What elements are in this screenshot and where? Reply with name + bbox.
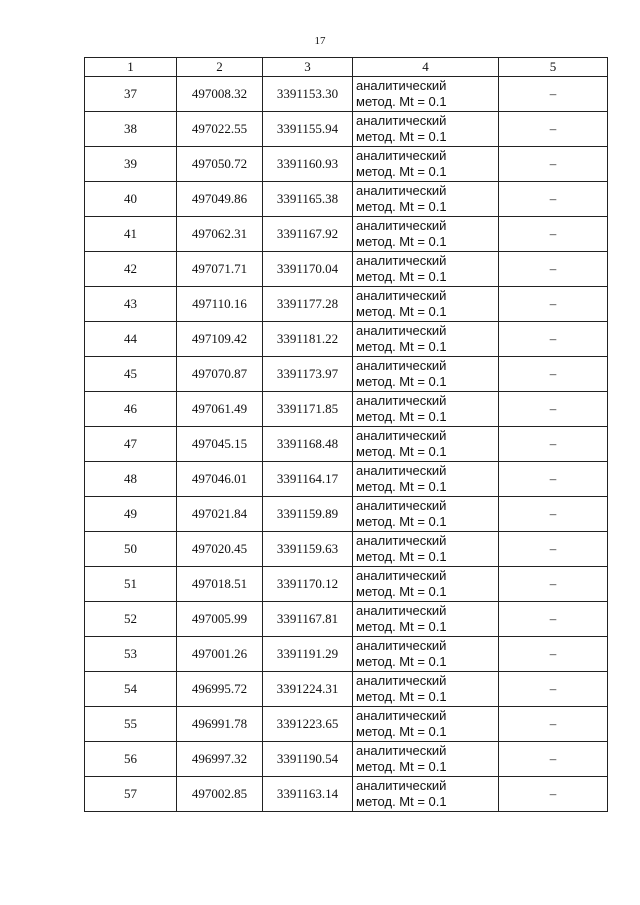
y-coordinate-cell: 3391167.92: [263, 217, 353, 252]
note-cell: –: [499, 77, 608, 112]
note-cell: –: [499, 217, 608, 252]
header-row: [85, 58, 608, 77]
table-row: [85, 497, 608, 532]
method-accuracy: метод. Mt = 0.1: [356, 584, 447, 599]
method-cell: [353, 637, 499, 672]
method-name: аналитический: [356, 743, 447, 758]
table-row: [85, 217, 608, 252]
method-accuracy: метод. Mt = 0.1: [356, 444, 447, 459]
note-cell: –: [499, 182, 608, 217]
method-accuracy: метод. Mt = 0.1: [356, 234, 447, 249]
table-row: [85, 77, 608, 112]
table-row: [85, 322, 608, 357]
x-coordinate-cell: 497022.55: [177, 112, 263, 147]
method-name: аналитический: [356, 288, 447, 303]
table-body: [85, 77, 608, 812]
y-coordinate-cell: 3391168.48: [263, 427, 353, 462]
method-accuracy: метод. Mt = 0.1: [356, 689, 447, 704]
y-coordinate-cell: 3391170.04: [263, 252, 353, 287]
note-cell: –: [499, 567, 608, 602]
x-coordinate-cell: 497070.87: [177, 357, 263, 392]
method-cell: [353, 392, 499, 427]
method-accuracy: метод. Mt = 0.1: [356, 549, 447, 564]
note-cell: –: [499, 532, 608, 567]
method-accuracy: метод. Mt = 0.1: [356, 794, 447, 809]
method-accuracy: метод. Mt = 0.1: [356, 129, 447, 144]
method-cell: [353, 777, 499, 812]
method-name: аналитический: [356, 78, 447, 93]
method-accuracy: метод. Mt = 0.1: [356, 479, 447, 494]
method-cell: [353, 77, 499, 112]
point-number-cell: 44: [85, 322, 177, 357]
table-row: [85, 742, 608, 777]
note-cell: –: [499, 287, 608, 322]
table-row: [85, 252, 608, 287]
method-accuracy: метод. Mt = 0.1: [356, 654, 447, 669]
method-name: аналитический: [356, 568, 447, 583]
table-row: [85, 777, 608, 812]
method-name: аналитический: [356, 498, 447, 513]
method-accuracy: метод. Mt = 0.1: [356, 164, 447, 179]
x-coordinate-cell: 497005.99: [177, 602, 263, 637]
table-row: [85, 567, 608, 602]
note-cell: –: [499, 112, 608, 147]
method-name: аналитический: [356, 638, 447, 653]
method-name: аналитический: [356, 323, 447, 338]
method-accuracy: метод. Mt = 0.1: [356, 374, 447, 389]
table-row: [85, 112, 608, 147]
point-number-cell: 38: [85, 112, 177, 147]
table-row: [85, 427, 608, 462]
note-cell: –: [499, 427, 608, 462]
method-cell: [353, 182, 499, 217]
method-accuracy: метод. Mt = 0.1: [356, 269, 447, 284]
table-row: [85, 672, 608, 707]
note-cell: –: [499, 637, 608, 672]
table-row: [85, 462, 608, 497]
method-cell: [353, 217, 499, 252]
x-coordinate-cell: 497062.31: [177, 217, 263, 252]
note-cell: –: [499, 672, 608, 707]
method-name: аналитический: [356, 113, 447, 128]
point-number-cell: 56: [85, 742, 177, 777]
x-coordinate-cell: 497001.26: [177, 637, 263, 672]
method-accuracy: метод. Mt = 0.1: [356, 304, 447, 319]
table-row: [85, 357, 608, 392]
y-coordinate-cell: 3391159.63: [263, 532, 353, 567]
method-cell: [353, 672, 499, 707]
table-row: [85, 182, 608, 217]
method-cell: [353, 287, 499, 322]
note-cell: –: [499, 322, 608, 357]
note-cell: –: [499, 392, 608, 427]
method-cell: [353, 427, 499, 462]
method-name: аналитический: [356, 673, 447, 688]
method-cell: [353, 742, 499, 777]
note-cell: –: [499, 357, 608, 392]
method-cell: [353, 602, 499, 637]
x-coordinate-cell: 497109.42: [177, 322, 263, 357]
method-accuracy: метод. Mt = 0.1: [356, 724, 447, 739]
point-number-cell: 50: [85, 532, 177, 567]
y-coordinate-cell: 3391155.94: [263, 112, 353, 147]
y-coordinate-cell: 3391224.31: [263, 672, 353, 707]
x-coordinate-cell: 497061.49: [177, 392, 263, 427]
method-name: аналитический: [356, 358, 447, 373]
method-name: аналитический: [356, 778, 447, 793]
method-accuracy: метод. Mt = 0.1: [356, 619, 447, 634]
x-coordinate-cell: 497071.71: [177, 252, 263, 287]
method-name: аналитический: [356, 603, 447, 618]
x-coordinate-cell: 497020.45: [177, 532, 263, 567]
table-row: [85, 147, 608, 182]
x-coordinate-cell: 497050.72: [177, 147, 263, 182]
x-coordinate-cell: 496997.32: [177, 742, 263, 777]
x-coordinate-cell: 496991.78: [177, 707, 263, 742]
point-number-cell: 40: [85, 182, 177, 217]
method-accuracy: метод. Mt = 0.1: [356, 94, 447, 109]
page-number: 17: [314, 35, 326, 47]
table-row: [85, 532, 608, 567]
point-number-cell: 42: [85, 252, 177, 287]
point-number-cell: 57: [85, 777, 177, 812]
table-row: [85, 287, 608, 322]
x-coordinate-cell: 497021.84: [177, 497, 263, 532]
method-name: аналитический: [356, 428, 447, 443]
x-coordinate-cell: 497018.51: [177, 567, 263, 602]
note-cell: –: [499, 497, 608, 532]
x-coordinate-cell: 496995.72: [177, 672, 263, 707]
method-cell: [353, 322, 499, 357]
x-coordinate-cell: 497002.85: [177, 777, 263, 812]
point-number-cell: 51: [85, 567, 177, 602]
table-row: [85, 637, 608, 672]
note-cell: –: [499, 462, 608, 497]
method-name: аналитический: [356, 393, 447, 408]
y-coordinate-cell: 3391170.12: [263, 567, 353, 602]
point-number-cell: 54: [85, 672, 177, 707]
method-accuracy: метод. Mt = 0.1: [356, 759, 447, 774]
point-number-cell: 53: [85, 637, 177, 672]
y-coordinate-cell: 3391191.29: [263, 637, 353, 672]
x-coordinate-cell: 497008.32: [177, 77, 263, 112]
method-cell: [353, 532, 499, 567]
column-header-2: 2: [177, 58, 263, 77]
point-number-cell: 45: [85, 357, 177, 392]
x-coordinate-cell: 497046.01: [177, 462, 263, 497]
y-coordinate-cell: 3391153.30: [263, 77, 353, 112]
column-header-3: 3: [263, 58, 353, 77]
y-coordinate-cell: 3391171.85: [263, 392, 353, 427]
y-coordinate-cell: 3391167.81: [263, 602, 353, 637]
note-cell: –: [499, 707, 608, 742]
coordinates-table: [84, 57, 608, 812]
y-coordinate-cell: 3391159.89: [263, 497, 353, 532]
y-coordinate-cell: 3391164.17: [263, 462, 353, 497]
y-coordinate-cell: 3391181.22: [263, 322, 353, 357]
y-coordinate-cell: 3391223.65: [263, 707, 353, 742]
method-name: аналитический: [356, 708, 447, 723]
point-number-cell: 48: [85, 462, 177, 497]
x-coordinate-cell: 497110.16: [177, 287, 263, 322]
y-coordinate-cell: 3391173.97: [263, 357, 353, 392]
method-cell: [353, 252, 499, 287]
note-cell: –: [499, 602, 608, 637]
point-number-cell: 49: [85, 497, 177, 532]
point-number-cell: 39: [85, 147, 177, 182]
point-number-cell: 55: [85, 707, 177, 742]
table-row: [85, 602, 608, 637]
method-cell: [353, 462, 499, 497]
point-number-cell: 43: [85, 287, 177, 322]
method-accuracy: метод. Mt = 0.1: [356, 409, 447, 424]
table-row: [85, 707, 608, 742]
column-header-4: 4: [353, 58, 499, 77]
method-name: аналитический: [356, 533, 447, 548]
x-coordinate-cell: 497049.86: [177, 182, 263, 217]
method-cell: [353, 707, 499, 742]
method-cell: [353, 357, 499, 392]
method-cell: [353, 497, 499, 532]
point-number-cell: 41: [85, 217, 177, 252]
method-accuracy: метод. Mt = 0.1: [356, 199, 447, 214]
x-coordinate-cell: 497045.15: [177, 427, 263, 462]
table-header: [85, 58, 608, 77]
method-cell: [353, 112, 499, 147]
point-number-cell: 52: [85, 602, 177, 637]
y-coordinate-cell: 3391177.28: [263, 287, 353, 322]
note-cell: –: [499, 742, 608, 777]
note-cell: –: [499, 252, 608, 287]
method-accuracy: метод. Mt = 0.1: [356, 339, 447, 354]
method-name: аналитический: [356, 148, 447, 163]
y-coordinate-cell: 3391190.54: [263, 742, 353, 777]
method-name: аналитический: [356, 218, 447, 233]
method-name: аналитический: [356, 253, 447, 268]
method-cell: [353, 147, 499, 182]
method-name: аналитический: [356, 463, 447, 478]
method-name: аналитический: [356, 183, 447, 198]
y-coordinate-cell: 3391160.93: [263, 147, 353, 182]
point-number-cell: 37: [85, 77, 177, 112]
y-coordinate-cell: 3391165.38: [263, 182, 353, 217]
y-coordinate-cell: 3391163.14: [263, 777, 353, 812]
note-cell: –: [499, 147, 608, 182]
note-cell: –: [499, 777, 608, 812]
column-header-1: 1: [85, 58, 177, 77]
method-cell: [353, 567, 499, 602]
method-accuracy: метод. Mt = 0.1: [356, 514, 447, 529]
point-number-cell: 46: [85, 392, 177, 427]
point-number-cell: 47: [85, 427, 177, 462]
column-header-5: 5: [499, 58, 608, 77]
table-row: [85, 392, 608, 427]
